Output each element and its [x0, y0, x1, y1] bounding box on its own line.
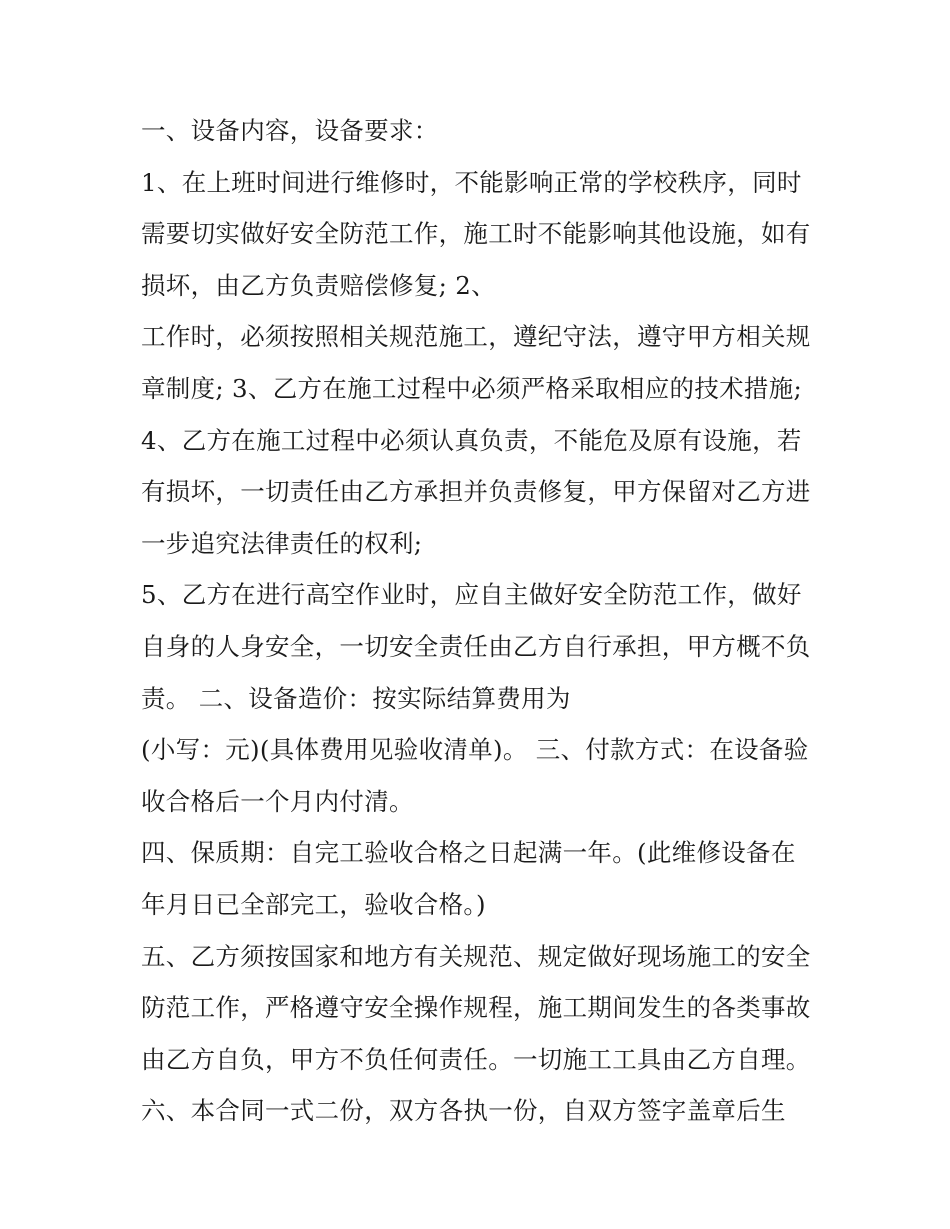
- text-line: 年月日已全部完工，验收合格。): [141, 889, 486, 919]
- contract-text-block: [141, 105, 821, 1137]
- text-line: 责。 二、设备造价：按实际结算费用为: [141, 683, 571, 713]
- text-line: (小写：元)(具体费用见验收清单)。 三、付款方式：在设备验: [141, 735, 809, 765]
- text-line: 一步追究法律责任的权利;: [141, 528, 423, 558]
- text-line: 需要切实做好安全防范工作，施工时不能影响其他设施，如有: [141, 219, 811, 249]
- text-line: 1、在上班时间进行维修时，不能影响正常的学校秩序，同时: [141, 167, 802, 197]
- text-line: 有损坏，一切责任由乙方承担并负责修复，甲方保留对乙方进: [141, 477, 811, 507]
- text-line: 五、乙方须按国家和地方有关规范、规定做好现场施工的安全: [141, 941, 811, 971]
- text-line: 4、乙方在施工过程中必须认真负责，不能危及原有设施，若: [141, 425, 802, 455]
- text-line: 四、保质期：自完工验收合格之日起满一年。(此维修设备在: [141, 838, 796, 868]
- text-line: 5、乙方在进行高空作业时，应自主做好安全防范工作，做好: [141, 580, 802, 610]
- text-line: 防范工作，严格遵守安全操作规程，施工期间发生的各类事故: [141, 993, 811, 1023]
- text-line: 由乙方自负，甲方不负任何责任。一切施工工具由乙方自理。: [141, 1044, 811, 1074]
- section-heading-equipment: 一、设备内容，设备要求：: [141, 116, 439, 145]
- text-line: 损坏，由乙方负责赔偿修复; 2、: [141, 270, 496, 300]
- text-line: 章制度; 3、乙方在施工过程中必须严格采取相应的技术措施;: [141, 373, 803, 403]
- text-line: 自身的人身安全，一切安全责任由乙方自行承担，甲方概不负: [141, 631, 811, 661]
- text-line: 六、本合同一式二份，双方各执一份，自双方签字盖章后生: [141, 1096, 786, 1126]
- text-line: 收合格后一个月内付清。: [141, 786, 414, 816]
- text-line: 工作时，必须按照相关规范施工，遵纪守法，遵守甲方相关规: [141, 322, 811, 352]
